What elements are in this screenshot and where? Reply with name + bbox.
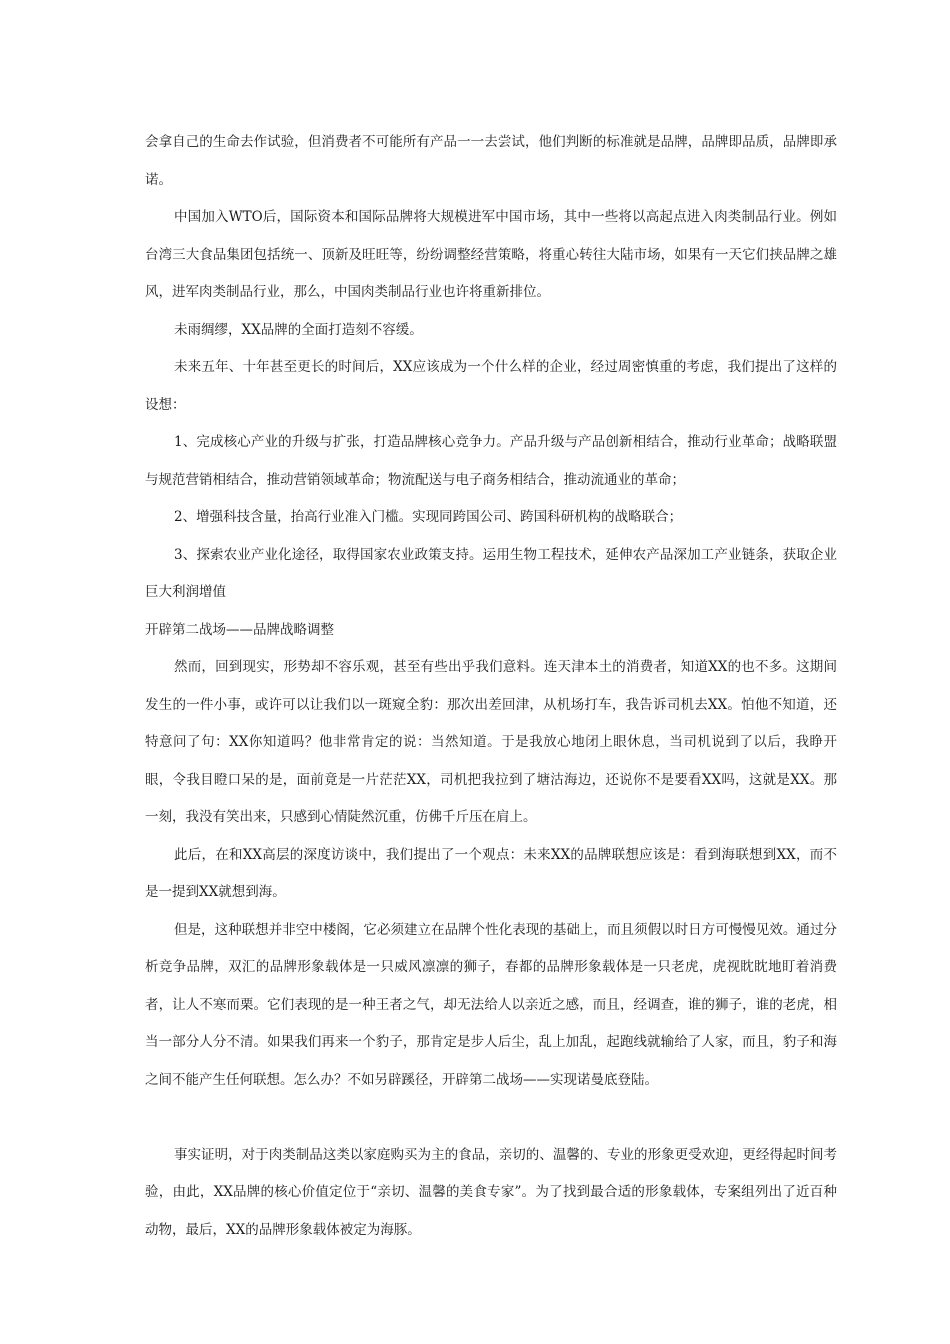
paragraph-wto: 中国加入WTO后，国际资本和国际品牌将大规模进军中国市场，其中一些将以高起点进入肉类制品行业。例如台湾三大食品集团包括统一、顶新及旺旺等，纷纷调整经营策略，将重心转往大陆市场，如果有一天它们挟品牌之雄风，进军肉类制品行业，那么，中国肉类制品行业也许将重新排位。 <box>145 209 837 300</box>
paragraph-spacer <box>145 1099 837 1137</box>
document-body <box>145 124 837 1249</box>
paragraph-vision: 未来五年、十年甚至更长的时间后，XX应该成为一个什么样的企业，经过周密慎重的考虑，我们提出了这样的设想： <box>145 359 837 413</box>
paragraph-urgency: 未雨绸缪，XX品牌的全面打造刻不容缓。 <box>174 321 423 338</box>
list-item-2: 2、增强科技含量，抬高行业准入门槛。实现同跨国公司、跨国科研机构的战略联合； <box>174 509 683 525</box>
list-item-3: 3、探索农业产业化途径，取得国家农业政策支持。运用生物工程技术，延伸农产品深加工产业链条，获取企业巨大利润增值 <box>145 546 837 600</box>
paragraph-continuation: 会拿自己的生命去作试验，但消费者不可能所有产品一一去尝试，他们判断的标准就是品牌，品牌即品质，品牌即承诺。 <box>145 134 837 188</box>
section-heading: 开辟第二战场——品牌战略调整 <box>145 621 334 638</box>
paragraph-competition: 但是，这种联想并非空中楼阁，它必须建立在品牌个性化表现的基础上，而且须假以时日方可慢慢见效。通过分析竞争品牌，双汇的品牌形象载体是一只威风凛凛的狮子，春都的品牌形象载体是一只老虎，虎视眈眈地盯着消费者，让人不寒而栗。它们表现的是一种王者之气，却无法给人以亲近之感，而且，经调查，谁的狮子，谁的老虎，相当一部分人分不清。如果我们再来一个豹子，那肯定是步人后尘，乱上加乱，起跑线就输给了人家，而且，豹子和海之间不能产生任何联想。怎么办？不如另辟蹊径，开辟第二战场——实现诺曼底登陆。 <box>145 921 837 1088</box>
paragraph-conclusion: 事实证明，对于肉类制品这类以家庭购买为主的食品，亲切的、温馨的、专业的形象更受欢迎，更经得起时间考验，由此，XX品牌的核心价值定位于“亲切、温馨的美食专家”。为了找到最合适的形象载体，专案组列出了近百种动物，最后，XX的品牌形象载体被定为海豚。 <box>145 1146 837 1238</box>
list-item-1: 1、完成核心产业的升级与扩张，打造品牌核心竞争力。产品升级与产品创新相结合，推动行业革命；战略联盟与规范营销相结合，推动营销领域革命；物流配送与电子商务相结合，推动流通业的革命； <box>145 434 837 488</box>
paragraph-anecdote: 然而，回到现实，形势却不容乐观，甚至有些出乎我们意料。连天津本土的消费者，知道XX的也不多。这期间发生的一件小事，或许可以让我们以一斑窥全豹：那次出差回津，从机场打车，我告诉司机去XX。怕他不知道，还特意问了句：XX你知道吗？他非常肯定的说：当然知道。于是我放心地闭上眼休息，当司机说到了以后，我睁开眼，令我目瞪口呆的是，面前竟是一片茫茫XX，司机把我拉到了塘沽海边，还说你不是要看XX吗，这就是XX。那一刻，我没有笑出来，只感到心情陡然沉重，仿佛千斤压在肩上。 <box>145 659 837 825</box>
paragraph-viewpoint: 此后，在和XX高层的深度访谈中，我们提出了一个观点：未来XX的品牌联想应该是：看到海联想到XX，而不是一提到XX就想到海。 <box>145 846 837 900</box>
